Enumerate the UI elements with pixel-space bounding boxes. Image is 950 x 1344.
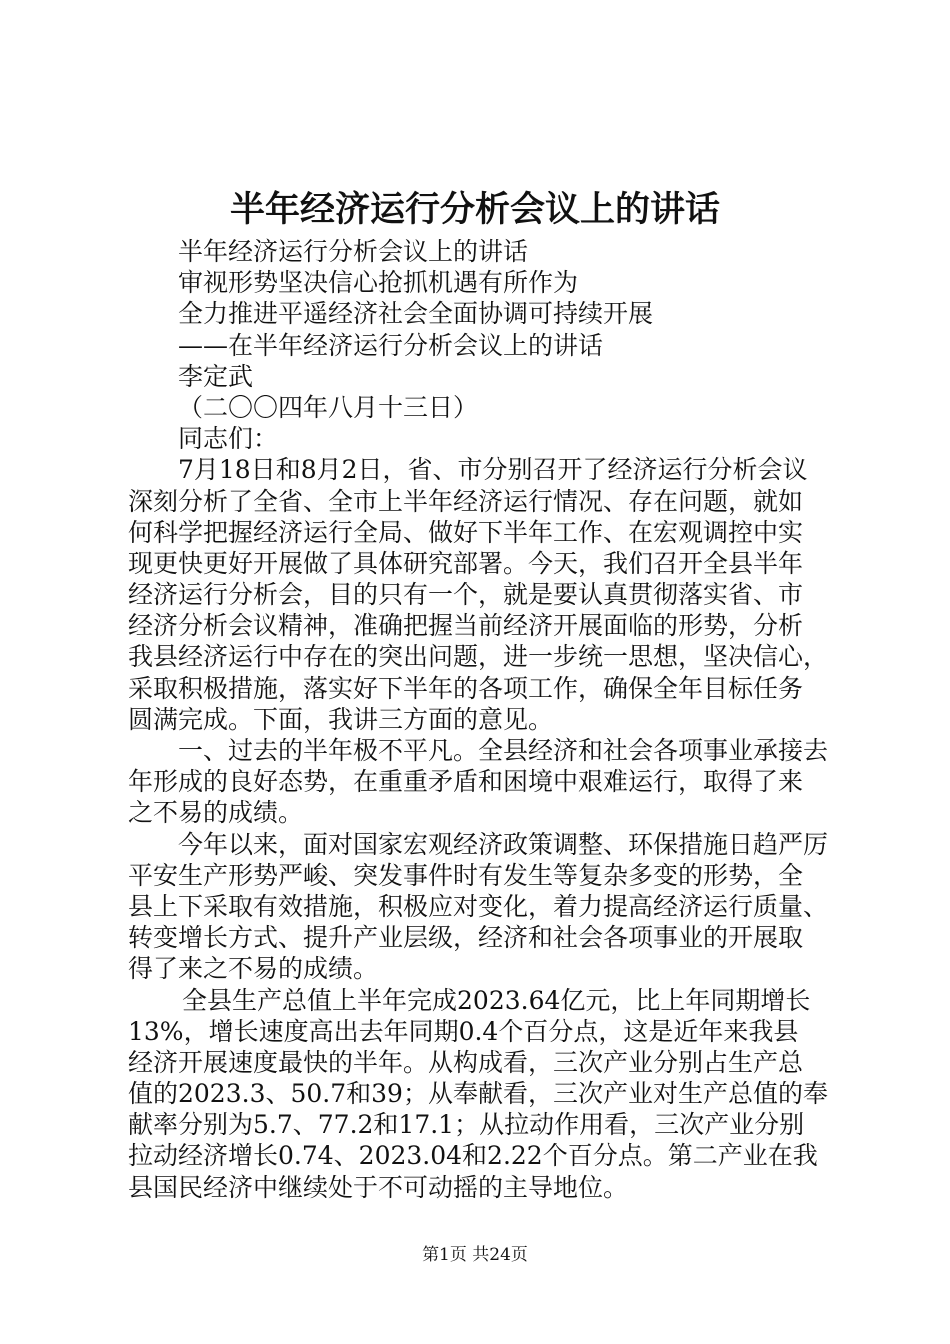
paragraph-line: 县国民经济中继续处于不可动摇的主导地位。 [128, 1172, 629, 1202]
paragraph-1 [128, 454, 828, 735]
paragraph-line: 何科学把握经济运行全局、做好下半年工作、在宏观调控中实 [128, 517, 804, 547]
paragraph-line: 我县经济运行中存在的突出问题，进一步统一思想，坚决信心， [128, 642, 829, 672]
paragraph-line: 13%，增长速度高出去年同期0.4个百分点，这是近年来我县 [128, 1016, 799, 1046]
paragraph-4 [128, 985, 828, 1203]
paragraph-line: 经济分析会议精神，准确把握当前经济开展面临的形势，分析 [128, 611, 804, 641]
paragraph-line: 得了来之不易的成绩。 [128, 954, 379, 984]
paragraph-line: 之不易的成绩。 [128, 798, 304, 828]
paragraph-line: 拉动经济增长0.74、2023.04和2.22个百分点。第二产业在我 [128, 1141, 818, 1171]
paragraph-line: 经济运行分析会，目的只有一个，就是要认真贯彻落实省、市 [128, 580, 804, 610]
paragraph-line: 经济开展速度最快的半年。从构成看，三次产业分别占生产总 [128, 1047, 804, 1077]
header-line-theme-1: 审视形势坚决信心抢抓机遇有所作为 [178, 268, 579, 298]
paragraph-line: 年形成的良好态势，在重重矛盾和困境中艰难运行，取得了来 [128, 767, 804, 797]
document-title: 半年经济运行分析会议上的讲话 [229, 189, 720, 230]
header-line-date: （二〇〇四年八月十三日） [178, 392, 479, 422]
page-number-footer: 第1页 共24页 [422, 1245, 528, 1265]
paragraph-line: 转变增长方式、提升产业层级，经济和社会各项事业的开展取 [128, 923, 804, 953]
paragraph-line: 7月18日和8月2日，省、市分别召开了经济运行分析会议 [178, 455, 808, 485]
paragraph-line: 采取积极措施，落实好下半年的各项工作，确保全年目标任务 [128, 673, 804, 703]
document-body [128, 236, 828, 1203]
paragraph-line: 值的2023.3、50.7和39；从奉献看，三次产业对生产总值的奉 [128, 1079, 828, 1109]
paragraph-3 [128, 829, 828, 985]
paragraph-line: 圆满完成。下面，我讲三方面的意见。 [128, 704, 554, 734]
paragraph-line: 献率分别为5.7、77.2和17.1；从拉动作用看，三次产业分别 [128, 1110, 805, 1140]
paragraph-line: 深刻分析了全省、全市上半年经济运行情况、存在问题，就如 [128, 486, 804, 516]
paragraph-line: 今年以来，面对国家宏观经济政策调整、环保措施日趋严厉 [178, 829, 829, 859]
paragraph-line: 平安生产形势严峻、突发事件时有发生等复杂多变的形势，全 [128, 860, 804, 890]
header-line-author: 李定武 [178, 361, 254, 391]
paragraph-2 [128, 735, 828, 829]
header-line-subtitle: ——在半年经济运行分析会议上的讲话 [178, 330, 604, 360]
paragraph-line: 全县生产总值上半年完成2023.64亿元，比上年同期增长 [182, 985, 811, 1015]
paragraph-line: 一、过去的半年极不平凡。全县经济和社会各项事业承接去 [178, 736, 829, 765]
paragraph-line: 现更快更好开展做了具体研究部署。今天，我们召开全县半年 [128, 548, 804, 578]
header-line-theme-2: 全力推进平遥经济社会全面协调可持续开展 [178, 299, 654, 329]
header-line-salutation: 同志们： [178, 424, 279, 454]
header-block [128, 236, 828, 454]
header-line-subject: 半年经济运行分析会议上的讲话 [178, 237, 529, 266]
paragraph-line: 县上下采取有效措施，积极应对变化，着力提高经济运行质量、 [128, 891, 829, 921]
